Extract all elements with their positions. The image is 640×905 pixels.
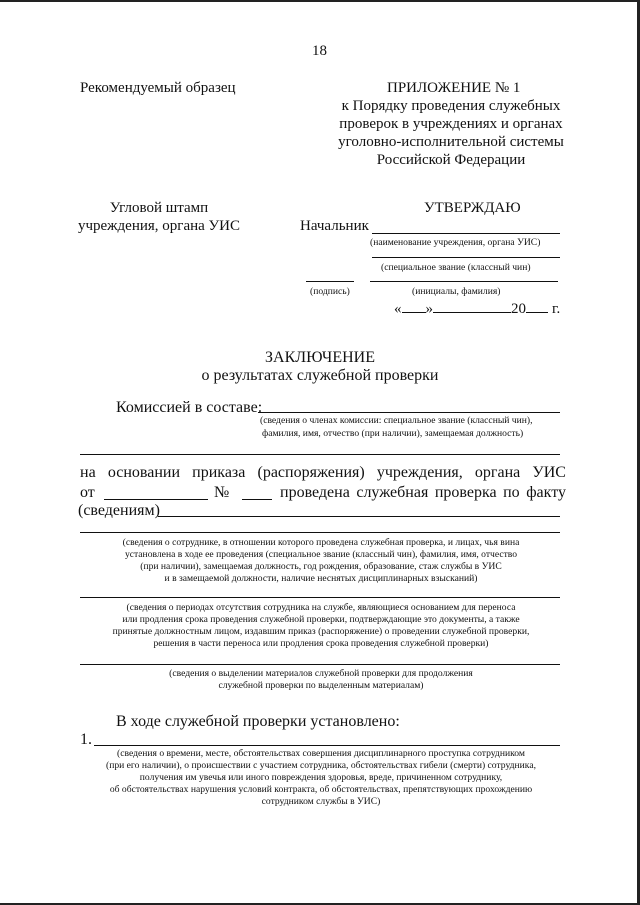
approve-title: УТВЕРЖДАЮ — [424, 200, 521, 216]
hint-institution: (наименование учреждения, органа УИС) — [370, 237, 541, 248]
year-field[interactable] — [526, 300, 548, 313]
findings-hint: (при его наличии), о происшествии с участием сотрудника, обстоятельствах гибели (смерти) сотрудника, — [106, 760, 536, 771]
findings-hint: (сведения о времени, месте, обстоятельствах совершения дисциплинарного проступка сотрудником — [117, 748, 525, 759]
appendix-line: Российской Федерации — [376, 152, 526, 168]
initials-line[interactable] — [370, 281, 558, 282]
year-prefix: 20 — [511, 301, 526, 317]
blank-line[interactable] — [80, 664, 560, 665]
commission-hint: фамилия, имя, отчество (при наличии), замещаемая должность) — [262, 428, 524, 439]
fact-line[interactable] — [158, 516, 560, 517]
basis-word: УИС — [532, 464, 566, 481]
date-suffix: г. — [552, 301, 561, 317]
absence-hint: или продления срока проведения служебной проверки, подтверждающие это документы, а также — [122, 614, 520, 625]
order-number-field[interactable] — [242, 499, 272, 500]
month-field[interactable] — [433, 300, 511, 313]
materials-hint: служебной проверки по выделенным материалам) — [218, 680, 424, 691]
signature-line[interactable] — [306, 281, 354, 282]
appendix-title: ПРИЛОЖЕНИЕ № 1 — [387, 80, 521, 96]
rank-line[interactable] — [372, 257, 560, 258]
basis-word: основании — [107, 464, 181, 481]
sample-label: Рекомендуемый образец — [80, 80, 236, 96]
number-sign: № — [214, 484, 230, 501]
blank-line[interactable] — [80, 597, 560, 598]
basis-word: органа — [474, 464, 521, 481]
employee-hint: (сведения о сотруднике, в отношении которого проведена служебная проверка, и лицах, чья вина — [122, 537, 520, 548]
basis-line-1 — [80, 464, 566, 482]
commission-line[interactable] — [258, 412, 560, 413]
basis-info: (сведениям) — [78, 502, 160, 519]
document-subtitle: о результатах служебной проверки — [201, 367, 439, 384]
findings-item-number: 1. — [80, 731, 92, 748]
basis-word: приказа — [192, 464, 246, 481]
appendix-line: проверок в учреждениях и органах — [339, 116, 563, 132]
appendix-line: к Порядку проведения служебных — [341, 98, 561, 114]
institution-line[interactable] — [372, 233, 560, 234]
employee-hint: (при наличии), замещаемая должность, год рождения, образование, стаж службы в УИС — [140, 561, 502, 572]
basis-word: (распоряжения) — [257, 464, 365, 481]
date-open-quote: « — [394, 301, 402, 317]
findings-hint: сотрудником службы в УИС) — [261, 796, 381, 807]
absence-hint: принятые должностным лицом, издавшим приказ (распоряжение) о проведении служебной проверки, — [112, 626, 530, 637]
day-field[interactable] — [402, 300, 426, 313]
hint-initials: (инициалы, фамилия) — [412, 286, 501, 297]
commission-label: Комиссией в составе: — [116, 399, 263, 416]
chief-label: Начальник — [300, 218, 369, 234]
date-close-quote: » — [425, 301, 433, 317]
employee-hint: и в замещаемой должности, наличие неснятых дисциплинарных взысканий) — [164, 573, 478, 584]
absence-hint: решения в части переноса или продления срока проведения служебной проверки) — [153, 638, 489, 649]
blank-line[interactable] — [80, 454, 560, 455]
findings-hint: получения им увечья или иного повреждения здоровья, вреде, причиненном сотруднику, — [139, 772, 503, 783]
stamp-line: Угловой штамп — [109, 200, 209, 216]
findings-line[interactable] — [94, 745, 560, 746]
appendix-line: уголовно-исполнительной системы — [338, 134, 564, 150]
stamp-line: учреждения, органа УИС — [77, 218, 240, 234]
order-date-field[interactable] — [104, 499, 208, 500]
findings-hint: об обстоятельствах нарушения условий контракта, об обстоятельствах, препятствующих прохождению — [109, 784, 533, 795]
hint-signature: (подпись) — [310, 286, 350, 297]
basis-word: на — [80, 464, 96, 481]
findings-title: В ходе служебной проверки установлено: — [116, 713, 400, 730]
basis-conducted: проведена служебная проверка по факту — [280, 484, 566, 501]
document-title: ЗАКЛЮЧЕНИЕ — [265, 349, 375, 366]
approval-date — [394, 300, 560, 318]
hint-rank: (специальное звание (классный чин) — [381, 262, 531, 273]
employee-hint: установлена в ходе ее проведения (специальное звание (классный чин), фамилия, имя, отчество — [124, 549, 518, 560]
scan-edge-top — [0, 0, 640, 2]
commission-hint: (сведения о членах комиссии: специальное звание (классный чин), — [260, 415, 533, 426]
page-number: 18 — [312, 43, 327, 59]
blank-line[interactable] — [80, 532, 560, 533]
basis-word: учреждения, — [376, 464, 463, 481]
materials-hint: (сведения о выделении материалов служебной проверки для продолжения — [169, 668, 473, 679]
absence-hint: (сведения о периодах отсутствия сотрудника на службе, являющиеся основанием для переноса — [126, 602, 516, 613]
basis-from: от — [80, 484, 95, 501]
